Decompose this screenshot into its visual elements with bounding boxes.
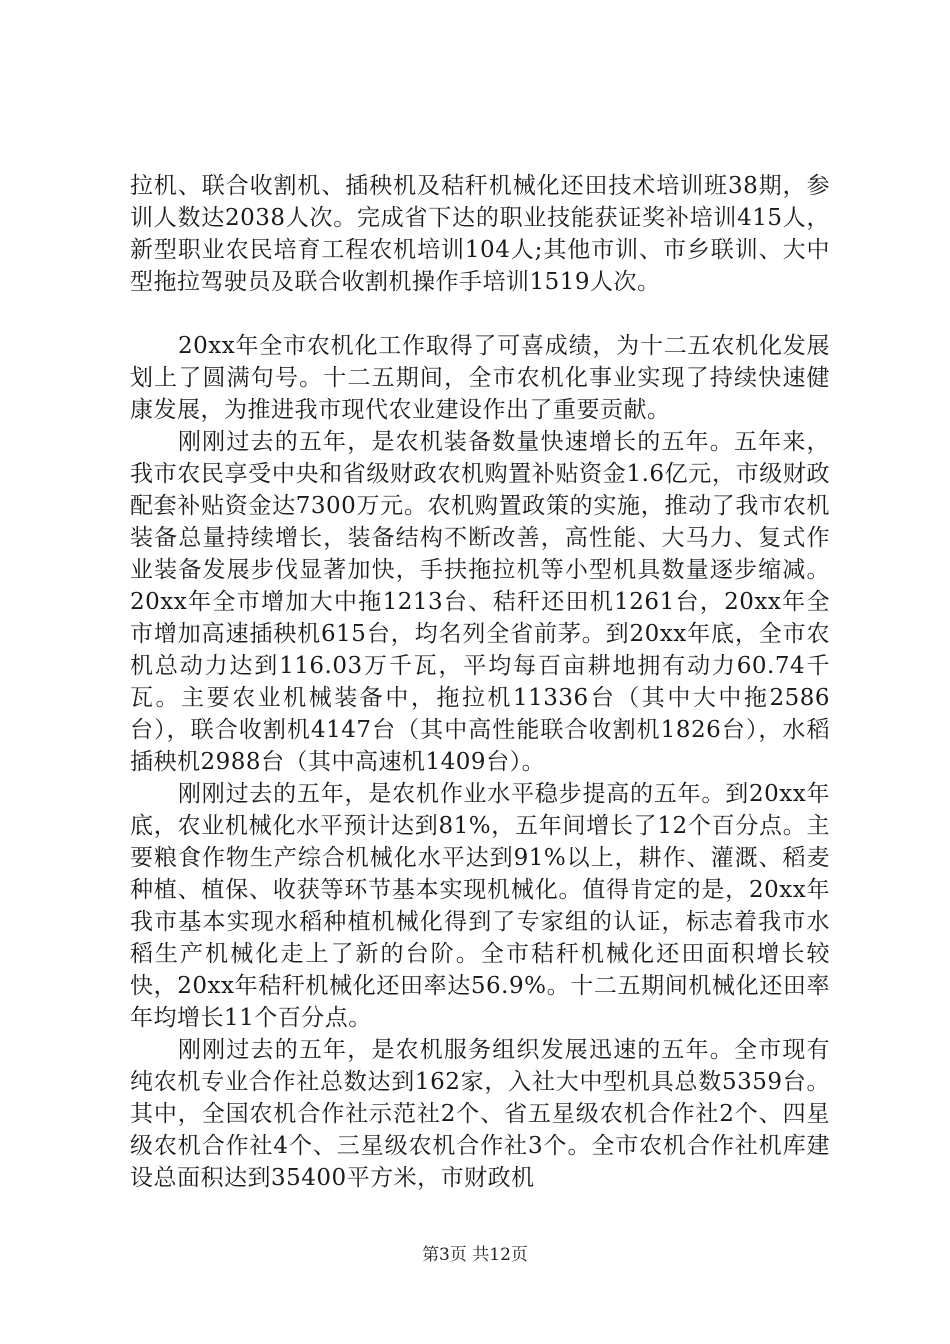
- paragraph-service-organizations: 刚刚过去的五年，是农机服务组织发展迅速的五年。全市现有纯农机专业合作社总数达到162家，入社大中型机具总数5359台。其中，全国农机合作社示范社2个、省五星级农机合作社2个、四星级农机合作社4个、三星级农机合作社3个。全市农机合作社机库建设总面积达到35400平方米，市财政机: [130, 1037, 830, 1191]
- paragraph-annual-achievement: 20xx年全市农机化工作取得了可喜成绩，为十二五农机化发展划上了圆满句号。十二五期间，全市农机化事业实现了持续快速健康发展，为推进我市现代农业建设作出了重要贡献。: [130, 333, 830, 423]
- paragraph-gap: [130, 298, 830, 330]
- paragraph-operation-level: 刚刚过去的五年，是农机作业水平稳步提高的五年。到20xx年底，农业机械化水平预计达到81%，五年间增长了12个百分点。主要粮食作物生产综合机械化水平达到91%以上，耕作、灌溉、稻麦种植、植保、收获等环节基本实现机械化。值得肯定的是，20xx年我市基本实现水稻种植机械化得到了专家组的认证，标志着我市水稻生产机械化走上了新的台阶。全市秸秆机械化还田面积增长较快，20xx年秸秆机械化还田率达56.9%。十二五期间机械化还田率年均增长11个百分点。: [130, 781, 830, 1031]
- page-number-footer: 第3页 共12页: [422, 1245, 528, 1265]
- document-body: [130, 170, 830, 1194]
- paragraph-equipment-growth: 刚刚过去的五年，是农机装备数量快速增长的五年。五年来，我市农民享受中央和省级财政农机购置补贴资金1.6亿元，市级财政配套补贴资金达7300万元。农机购置政策的实施，推动了我市农机装备总量持续增长，装备结构不断改善，高性能、大马力、复式作业装备发展步伐显著加快，手扶拖拉机等小型机具数量逐步缩减。20xx年全市增加大中拖1213台、秸秆还田机1261台，20xx年全市增加高速插秧机615台，均名列全省前茅。到20xx年底，全市农机总动力达到116.03万千瓦，平均每百亩耕地拥有动力60.74千瓦。主要农业机械装备中，拖拉机11336台（其中大中拖2586台），联合收割机4147台（其中高性能联合收割机1826台），水稻插秧机2988台（其中高速机1409台）。: [130, 429, 830, 775]
- paragraph-training-summary: 拉机、联合收割机、插秧机及秸秆机械化还田技术培训班38期，参训人数达2038人次。完成省下达的职业技能获证奖补培训415人，新型职业农民培育工程农机培训104人;其他市训、市乡联训、大中型拖拉驾驶员及联合收割机操作手培训1519人次。: [130, 173, 830, 295]
